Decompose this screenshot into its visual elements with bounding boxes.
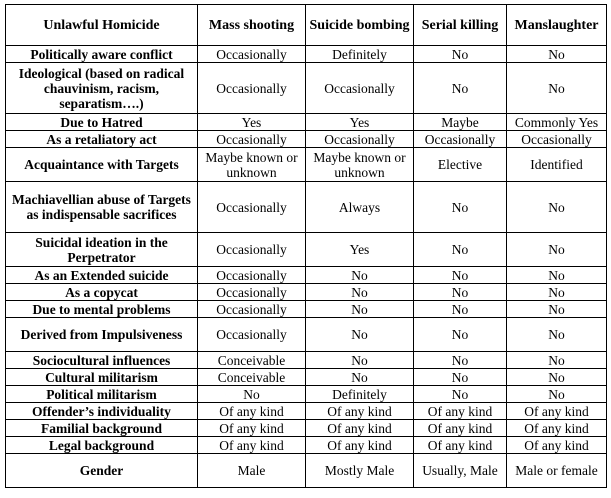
row-label: As a copycat (6, 284, 198, 301)
table-cell: No (414, 267, 507, 284)
table-cell: Occasionally (306, 63, 414, 114)
table-cell: No (306, 318, 414, 352)
table-row (6, 454, 607, 488)
header-cell-homicide: Unlawful Homicide (6, 5, 198, 46)
table-cell: Definitely (306, 46, 414, 63)
row-label: Legal background (6, 437, 198, 454)
table-cell: Yes (306, 114, 414, 131)
table-cell: Of any kind (306, 403, 414, 420)
table-cell: Elective (414, 148, 507, 182)
header-row (6, 5, 607, 46)
table-row (6, 301, 607, 318)
table-cell: No (507, 386, 607, 403)
table-cell: No (507, 182, 607, 233)
table-cell: Usually, Male (414, 454, 507, 488)
table-row (6, 352, 607, 369)
table-cell: No (414, 46, 507, 63)
table-cell: Conceivable (198, 352, 306, 369)
row-label: Gender (6, 454, 198, 488)
table-cell: Of any kind (198, 420, 306, 437)
table-cell: No (507, 352, 607, 369)
table-cell: Of any kind (507, 420, 607, 437)
table-cell: Of any kind (306, 420, 414, 437)
row-label: Familial background (6, 420, 198, 437)
table-cell: Of any kind (414, 437, 507, 454)
table-cell: Maybe (414, 114, 507, 131)
row-label: Due to Hatred (6, 114, 198, 131)
homicide-comparison-table (5, 4, 607, 488)
row-label: Derived from Impulsiveness (6, 318, 198, 352)
table-row (6, 63, 607, 114)
table-row (6, 437, 607, 454)
row-label: Machiavellian abuse of Targets as indispensable sacrifices (6, 182, 198, 233)
table-cell: Of any kind (414, 420, 507, 437)
table-cell: Yes (198, 114, 306, 131)
row-label: Cultural militarism (6, 369, 198, 386)
table-row (6, 267, 607, 284)
row-label: Sociocultural influences (6, 352, 198, 369)
table-row (6, 233, 607, 267)
table-cell: No (414, 352, 507, 369)
header-cell-manslaughter: Manslaughter (507, 5, 607, 46)
table-cell: Of any kind (198, 437, 306, 454)
table-cell: Occasionally (198, 233, 306, 267)
table-cell: No (306, 267, 414, 284)
table-cell: Male or female (507, 454, 607, 488)
table-row (6, 148, 607, 182)
row-label: Political militarism (6, 386, 198, 403)
table-row (6, 131, 607, 148)
table-cell: No (507, 301, 607, 318)
table-cell: No (414, 369, 507, 386)
table-row (6, 403, 607, 420)
table-cell: Occasionally (198, 301, 306, 318)
row-label: Offender’s individuality (6, 403, 198, 420)
table-cell: No (507, 63, 607, 114)
table-cell: No (507, 267, 607, 284)
table-cell: No (414, 318, 507, 352)
table-cell: No (414, 386, 507, 403)
table-cell: No (507, 46, 607, 63)
table-cell: Occasionally (198, 46, 306, 63)
table-cell: Of any kind (507, 403, 607, 420)
table-cell: No (507, 318, 607, 352)
table-cell: No (414, 301, 507, 318)
table-cell: No (414, 182, 507, 233)
table-cell: No (306, 301, 414, 318)
table-cell: Of any kind (306, 437, 414, 454)
table-cell: No (507, 369, 607, 386)
header-cell-serial-killing: Serial killing (414, 5, 507, 46)
row-label: Ideological (based on radical chauvinism, racism, separatism….) (6, 63, 198, 114)
row-label: As a retaliatory act (6, 131, 198, 148)
table-cell: Occasionally (198, 131, 306, 148)
table-row (6, 318, 607, 352)
table-cell: Occasionally (198, 182, 306, 233)
row-label: Suicidal ideation in the Perpetrator (6, 233, 198, 267)
table-cell: No (306, 284, 414, 301)
table-row (6, 386, 607, 403)
table-cell: Occasionally (306, 131, 414, 148)
table-cell: No (507, 284, 607, 301)
header-cell-suicide-bombing: Suicide bombing (306, 5, 414, 46)
table-cell: Always (306, 182, 414, 233)
table-cell: Mostly Male (306, 454, 414, 488)
table-cell: Occasionally (198, 318, 306, 352)
table-row (6, 46, 607, 63)
table-row (6, 114, 607, 131)
table-cell: Maybe known or unknown (198, 148, 306, 182)
row-label: As an Extended suicide (6, 267, 198, 284)
table-cell: Male (198, 454, 306, 488)
table-cell: Occasionally (507, 131, 607, 148)
table-cell: Occasionally (198, 267, 306, 284)
table-cell: Commonly Yes (507, 114, 607, 131)
table-cell: No (414, 284, 507, 301)
table-cell: Occasionally (414, 131, 507, 148)
table-row (6, 182, 607, 233)
table-cell: Identified (507, 148, 607, 182)
table-row (6, 369, 607, 386)
table-row (6, 420, 607, 437)
table-cell: Of any kind (507, 437, 607, 454)
table-cell: No (507, 233, 607, 267)
table-row (6, 284, 607, 301)
row-label: Politically aware conflict (6, 46, 198, 63)
table-cell: Occasionally (198, 63, 306, 114)
table-cell: Conceivable (198, 369, 306, 386)
header-cell-mass-shooting: Mass shooting (198, 5, 306, 46)
row-label: Due to mental problems (6, 301, 198, 318)
table-cell: Definitely (306, 386, 414, 403)
table-cell: Maybe known or unknown (306, 148, 414, 182)
table-cell: No (306, 369, 414, 386)
table-cell: No (306, 352, 414, 369)
table-cell: No (414, 233, 507, 267)
table-cell: No (198, 386, 306, 403)
row-label: Acquaintance with Targets (6, 148, 198, 182)
table-cell: Of any kind (414, 403, 507, 420)
table-cell: Yes (306, 233, 414, 267)
table-cell: No (414, 63, 507, 114)
table-cell: Occasionally (198, 284, 306, 301)
table-cell: Of any kind (198, 403, 306, 420)
